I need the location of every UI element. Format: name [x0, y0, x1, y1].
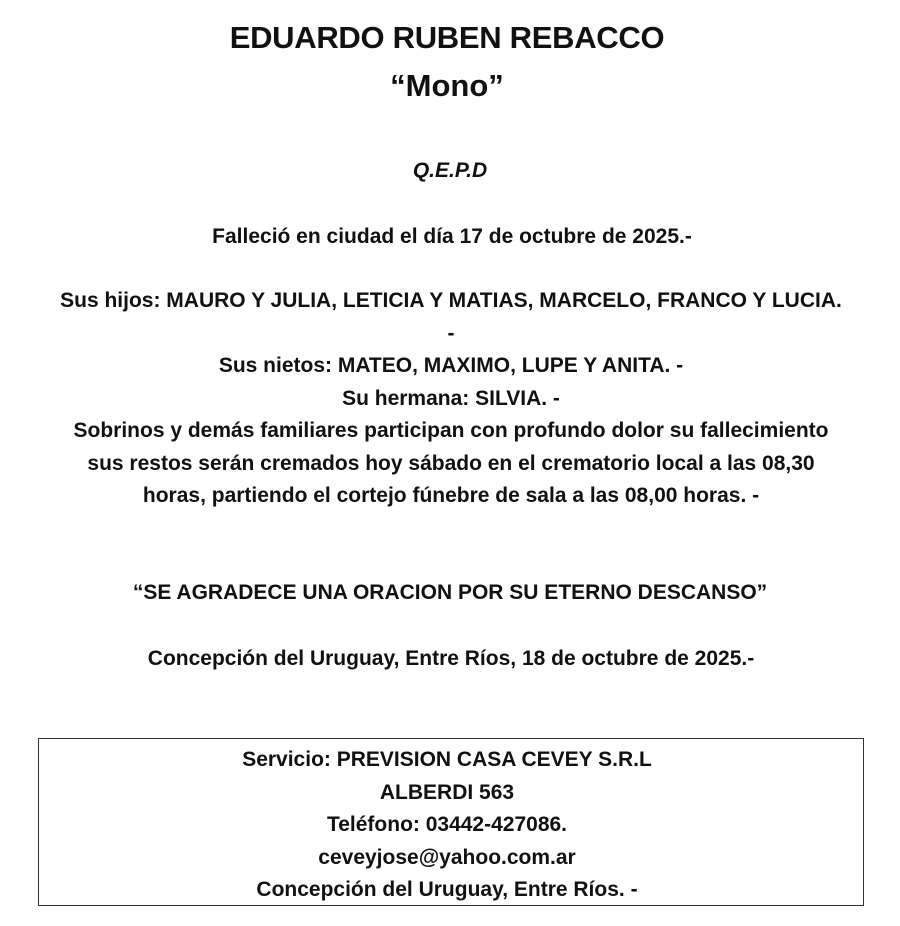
rest-in-peace-text: Q.E.P.D — [412, 159, 488, 182]
place-and-date: Concepción del Uruguay, Entre Ríos, 18 de octubre de 2025.- — [147, 647, 755, 670]
service-provider: Servicio: PREVISION CASA CEVEY S.R.L — [242, 748, 652, 771]
sister-line: Su hermana: SILVIA. - — [342, 386, 560, 410]
funeral-service-box — [38, 738, 864, 906]
grandchildren-line: Sus nietos: MATEO, MAXIMO, LUPE Y ANITA. - — [218, 354, 684, 377]
prayer-request: “SE AGRADECE UNA ORACION POR SU ETERNO DESCANSO” — [132, 581, 768, 604]
deceased-name: EDUARDO RUBEN REBACCO — [229, 20, 665, 55]
children-line: Sus hijos: MAURO Y JULIA, LETICIA Y MATIAS, MARCELO, FRANCO Y LUCIA. - — [60, 289, 842, 345]
date-of-death-text: Falleció en ciudad el día 17 de octubre de 2025.- — [212, 225, 692, 248]
announcement-paragraph: Sobrinos y demás familiares participan con profundo dolor su fallecimiento sus restos serán cremados hoy sábado en el crematorio local a las 08,30 horas, partiendo el cortejo fúnebre de sala a las 08,00 horas. - — [73, 419, 829, 507]
service-email: ceveyjose@yahoo.com.ar — [318, 845, 576, 869]
service-phone: Teléfono: 03442-427086. — [326, 813, 568, 836]
service-city: Concepción del Uruguay, Entre Ríos. - — [256, 878, 638, 901]
deceased-nickname: “Mono” — [390, 68, 504, 103]
family-section — [60, 285, 842, 513]
service-address: ALBERDI 563 — [379, 780, 515, 804]
